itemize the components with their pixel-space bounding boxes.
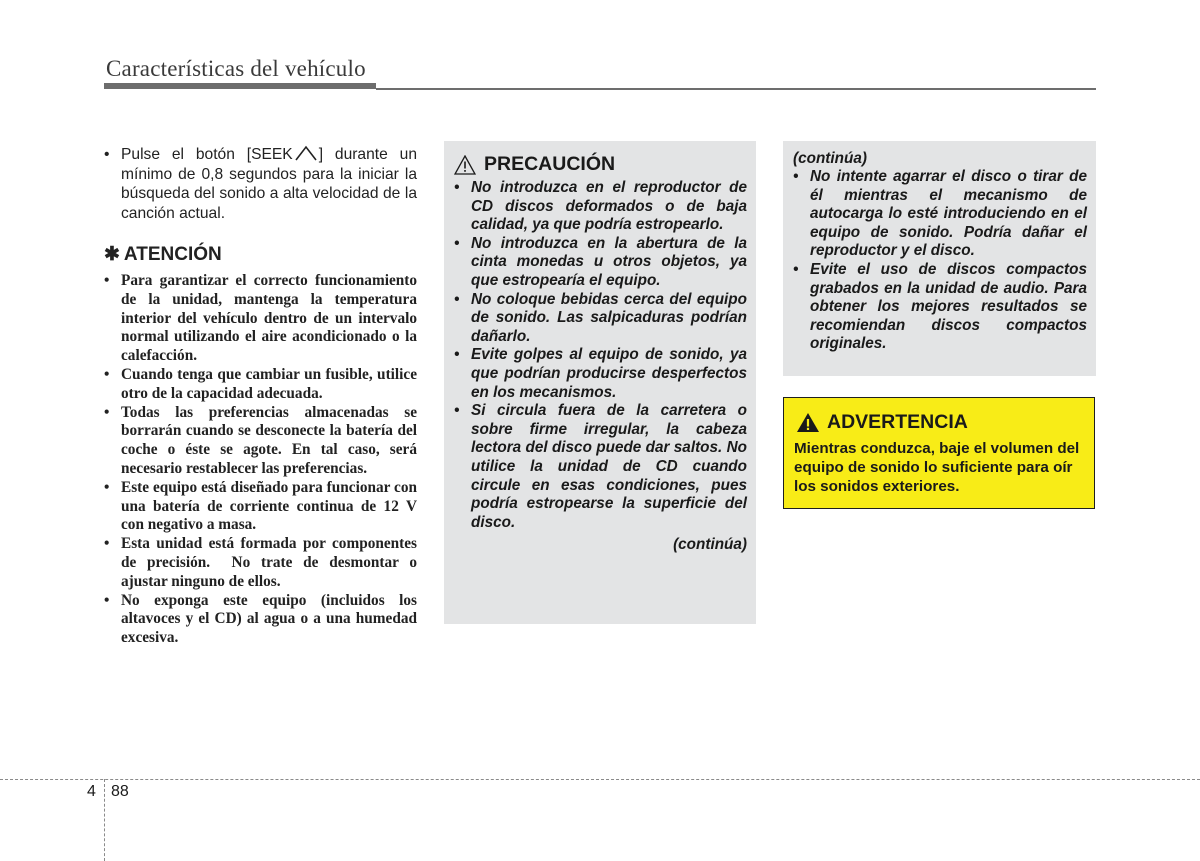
header-rule-thick <box>104 83 376 89</box>
attention-item: • No exponga este equipo (incluidos los altavoces y el CD) al agua o a una humedad excesiva. <box>104 591 417 647</box>
attention-list <box>104 272 421 648</box>
continued-item: • No intente agarrar el disco o tirar de él mientras el mecanismo de autocarga lo esté introduciendo en el equipo de sonido. Podría dañar el reproductor y el disco. <box>793 168 1087 260</box>
caution-item: • No introduzca en el reproductor de CD discos deformados o de baja calidad, ya que podría estropearlo. <box>454 179 747 234</box>
caution-item: • No introduzca en la abertura de la cinta monedas u otros objetos, ya que estropearía el equipo. <box>454 234 747 289</box>
bullet: • <box>104 146 110 163</box>
header-rule-thin <box>376 88 1096 90</box>
chapter-number: 4 <box>87 783 96 800</box>
continued-item: • Evite el uso de discos compactos grabados en la unidad de audio. Para obtener los mejores resultados se recomiendan discos compactos originales. <box>793 260 1087 353</box>
continued-label: (continúa) <box>793 150 867 167</box>
caution-item: • No coloque bebidas cerca del equipo de sonido. Las salpicaduras podrían dañarlo. <box>454 290 747 345</box>
attention-item: • Cuando tenga que cambiar un fusible, utilice otro de la capacidad adecuada. <box>104 365 417 402</box>
warning-heading-text: ADVERTENCIA <box>827 411 968 433</box>
warning-triangle-icon <box>454 155 476 175</box>
caution-box <box>444 141 756 624</box>
caution-item: • Si circula fuera de la carretera o sobre firme irregular, la cabeza lectora del disco puede dar saltos. No utilice la unidad de CD cuando circule en esas condiciones, pues podría estropearse la superficie del disco. <box>454 402 747 531</box>
attention-item: • Todas las preferencias almacenadas se borrarán cuando se desconecte la batería del coche o éste se agote. En tal caso, será necesario restablecer las preferencias. <box>104 403 417 477</box>
caution-list <box>454 179 747 554</box>
caution-item: • Evite golpes al equipo de sonido, ya que podrían producirse desperfectos en los mecanismos. <box>454 346 747 401</box>
seek-text-before: Pulse el botón [SEEK <box>121 146 293 163</box>
attention-heading-text: ATENCIÓN <box>123 243 222 265</box>
page-number: 88 <box>111 783 129 800</box>
caution-continued-label: (continúa) <box>673 536 747 554</box>
warning-body: Mientras conduzca, baje el volumen del equipo de sonido lo suficiente para oír los sonidos exteriores. <box>794 440 1080 495</box>
attention-heading <box>104 243 417 266</box>
seek-up-icon <box>294 145 318 161</box>
attention-item: • Este equipo está diseñado para funcionar con una batería de corriente continua de 12 V con negativo a masa. <box>104 478 417 534</box>
warning-triangle-icon <box>796 412 820 433</box>
warning-heading <box>796 411 968 434</box>
left-column <box>104 145 421 648</box>
caution-heading <box>454 153 615 176</box>
seek-text-after: ] durante un mínimo de 0,8 segundos para la iniciar la búsqueda del sonido a alta velocidad de la canción actual. <box>121 146 417 222</box>
page-header-title: Características del vehículo <box>106 56 366 81</box>
seek-instruction <box>104 145 417 223</box>
warning-box <box>783 397 1095 509</box>
continued-box <box>783 141 1096 376</box>
attention-item: • Para garantizar el correcto funcionamiento de la unidad, mantenga la temperatura interior del vehículo dentro de un intervalo normal utilizando el aire acondicionado o la calefacción. <box>104 272 417 365</box>
asterisk-icon: ✱ <box>104 244 120 265</box>
caution-heading-text: PRECAUCIÓN <box>484 153 616 175</box>
footer-vertical-dashed-rule <box>104 779 105 861</box>
footer-dashed-rule <box>0 779 1200 780</box>
attention-item: • Esta unidad está formada por componentes de precisión. No trate de desmontar o ajustar ninguno de ellos. <box>104 535 421 590</box>
